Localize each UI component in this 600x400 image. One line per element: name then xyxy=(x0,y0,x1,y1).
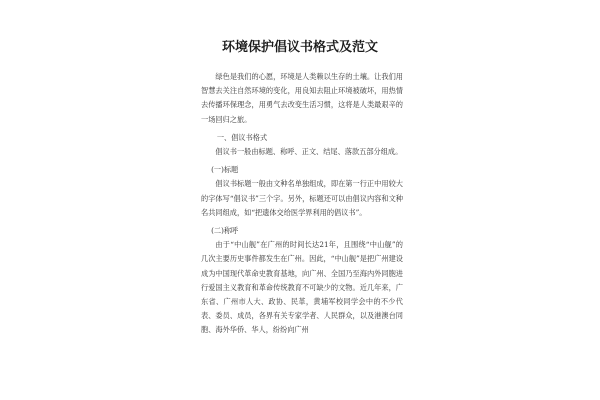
subsection-heading-title: (一)标题 xyxy=(211,165,239,175)
subsection-paragraph-title: 倡议书标题一般由文种名单独组成，即在第一行正中用较大的字体写“倡议书”三个字。另外，标题还可以由倡议内容和文种名共同组成，如“把遗体交给医学界利用的倡议书”。 xyxy=(201,179,403,217)
document-body xyxy=(201,70,403,338)
document-title: 环境保护倡议书格式及范文 xyxy=(221,40,378,55)
subsection-paragraph-salutation: 由于“中山舰”在广州的时间长达21年，且围绕“中山舰”的几次主要历史事件都发生在广州。因此，“中山舰”是把广州建设成为中国现代革命史教育基地，向广州、全国乃至海内外同胞进行爱国主义教育和革命传统教育不可缺少的文物。近几年来，广东省、广州市人大、政协、民革，黄埔军校同学会中的不少代表、委员、成员，各界有关专家学者、人民群众，以及港澳台同胞、海外华侨、华人，纷纷向广州 xyxy=(201,240,403,335)
subsection-heading-salutation: (二)称呼 xyxy=(211,226,239,236)
section-paragraph: 倡议书一般由标题、称呼、正文、结尾、落款五部分组成。 xyxy=(215,147,403,157)
section-heading: 一、倡议书格式 xyxy=(216,132,268,142)
intro-paragraph: 绿色是我们的心愿，环境是人类赖以生存的土壤。让我们用智慧去关注自然环境的变化，用良知去阻止环境被破坏，用热情去传播环保理念，用勇气去改变生活习惯，这将是人类最艰辛的一场回归之旅。 xyxy=(201,72,403,124)
